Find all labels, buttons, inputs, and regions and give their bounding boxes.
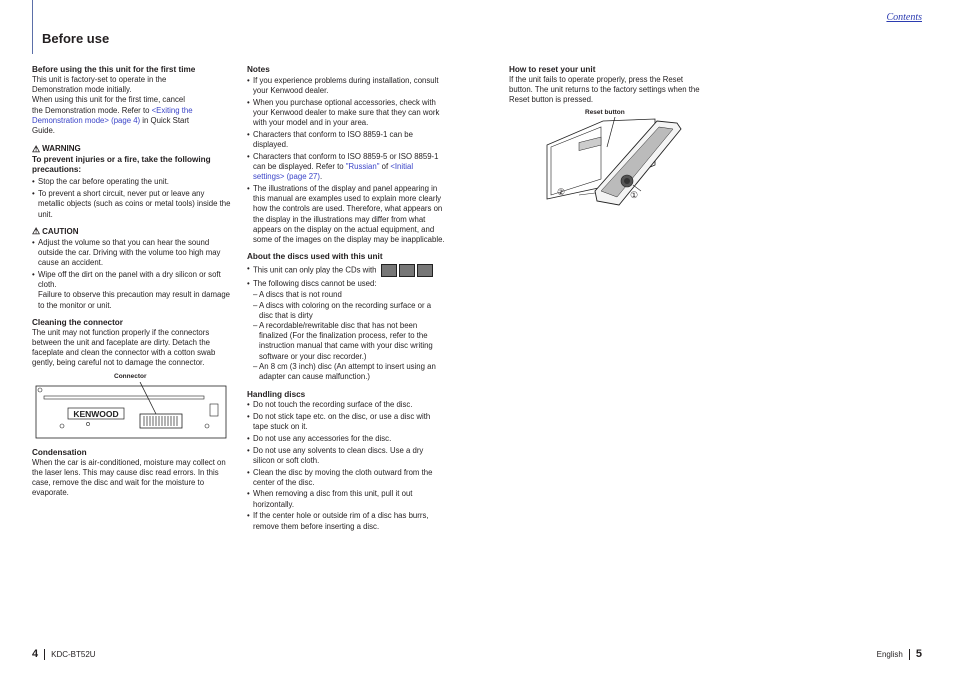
footer-divider bbox=[44, 649, 45, 660]
list-item: • Adjust the volume so that you can hear the sound outside the car. Driving with the volume too high may cause an accident. bbox=[32, 238, 232, 269]
list-item: • When you purchase optional accessories, check with your Kenwood dealer to make sure that they can work with your model and in your area. bbox=[247, 98, 445, 129]
list-item: • Do not use any accessories for the disc. bbox=[247, 434, 445, 444]
list-item: • Wipe off the dirt on the panel with a dry silicon or soft cloth. Failure to observe this precaution may result in damage to the monitor or unit. bbox=[32, 270, 232, 311]
cleaning-body: The unit may not function properly if the connectors between the unit and faceplate are dirty. Detach the faceplate and clean the connector with a cotton swab gently, being careful not to damage the connector. bbox=[32, 327, 216, 368]
footer-right bbox=[877, 648, 922, 660]
callout-1: ① bbox=[630, 189, 639, 200]
contents-link[interactable]: Contents bbox=[886, 12, 922, 23]
list-item: • Do not use any solvents to clean discs. Use a dry silicon or soft cloth. bbox=[247, 446, 445, 466]
footer-divider bbox=[909, 649, 910, 660]
connector-figure bbox=[32, 372, 232, 444]
notes-list bbox=[247, 76, 445, 245]
initial-settings-link[interactable]: <Initial settings> (page 27) bbox=[253, 162, 414, 182]
callout-2: ② bbox=[557, 186, 566, 197]
list-item: • Stop the car before operating the unit. bbox=[32, 177, 232, 187]
column-middle bbox=[247, 65, 445, 533]
russian-link[interactable]: "Russian" bbox=[345, 162, 380, 172]
warning-icon: ⚠ bbox=[32, 143, 41, 154]
first-time-heading: Before using the this unit for the first time bbox=[32, 65, 196, 74]
discs-list bbox=[247, 264, 445, 382]
list-item: • The illustrations of the display and panel appearing in this manual are examples used to explain more clearly how the controls are used. Therefore, what appears on the display in the illustrations may differ from what appears on the display on the actual equipment, and some of the images on the display may be inapplicable. bbox=[247, 184, 445, 245]
header-rule bbox=[32, 0, 33, 54]
sub-list-item: – A discs with coloring on the recording surface or a disc that is dirty bbox=[247, 301, 445, 321]
column-left bbox=[32, 65, 232, 498]
cd-logo-icon bbox=[381, 264, 397, 277]
footer-left bbox=[32, 648, 96, 660]
list-item: • Clean the disc by moving the cloth outward from the center of the disc. bbox=[247, 468, 445, 488]
page-number-left: 4 bbox=[32, 648, 39, 660]
warning-list bbox=[32, 177, 232, 219]
cd-rw-logo-icon bbox=[417, 264, 433, 277]
caution-icon: ⚠ bbox=[32, 226, 41, 237]
list-item: • To prevent a short circuit, never put or leave any metallic objects (such as coins or metal tools) inside the unit. bbox=[32, 189, 232, 220]
list-item: • Do not touch the recording surface of the disc. bbox=[247, 400, 445, 410]
caution-list bbox=[32, 238, 232, 311]
list-item: • Characters that conform to ISO 8859-1 can be displayed. bbox=[247, 130, 445, 150]
connector-label: Connector bbox=[114, 372, 147, 380]
reset-figure bbox=[509, 108, 705, 208]
model-name: KDC-BT52U bbox=[51, 650, 96, 659]
sub-list-item: – A recordable/rewritable disc that has not been finalized (For the finalization process, refer to the instruction manual that came with your disc writing software or your disc recorder.) bbox=[247, 321, 445, 362]
handling-heading: Handling discs bbox=[247, 390, 306, 400]
sub-list-item: – A discs that is not round bbox=[247, 290, 445, 300]
discs-heading: About the discs used with this unit bbox=[247, 252, 383, 262]
cd-r-logo-icon bbox=[399, 264, 415, 277]
reset-heading: How to reset your unit bbox=[509, 65, 596, 74]
faceplate-illustration bbox=[32, 382, 232, 444]
page-title: Before use bbox=[42, 31, 110, 46]
demo-mode-link[interactable]: <Exiting the bbox=[151, 105, 193, 115]
first-time-body: This unit is factory-set to operate in the Demonstration mode initially. When using this unit for the first time, cancel the Demonstration mode. Refer to <Exiting the Demonstration mode> (page 4) in Quick Start Guide. bbox=[32, 75, 193, 136]
caution-label: ⚠ CAUTION bbox=[32, 226, 79, 237]
reset-button-label: Reset button bbox=[585, 108, 625, 116]
page-number-right: 5 bbox=[915, 648, 922, 660]
condensation-heading: Condensation bbox=[32, 447, 87, 457]
column-right bbox=[509, 65, 705, 208]
cleaning-heading: Cleaning the connector bbox=[32, 317, 123, 327]
demo-mode-link-cont[interactable]: Demonstration mode> (page 4) bbox=[32, 115, 141, 125]
warning-heading: To prevent injuries or a fire, take the following precautions: bbox=[32, 155, 211, 175]
notes-heading: Notes bbox=[247, 65, 270, 74]
kenwood-logo: KENWOOD bbox=[73, 408, 119, 419]
list-item: • Do not stick tape etc. on the disc, or use a disc with tape stuck on it. bbox=[247, 412, 445, 432]
list-item: • The following discs cannot be used: bbox=[247, 279, 445, 289]
unit-illustration bbox=[545, 117, 685, 207]
list-item: • Characters that conform to ISO 8859-5 or ISO 8859-1 can be displayed. Refer to "Russian" of <Initial settings> (page 27). bbox=[247, 152, 445, 183]
handling-list bbox=[247, 400, 445, 531]
list-item: • If the center hole or outside rim of a disc has burrs, remove them before inserting a disc. bbox=[247, 511, 445, 531]
reset-body: If the unit fails to operate properly, press the Reset button. The unit returns to the factory settings when the Reset button is pressed. bbox=[509, 75, 700, 105]
list-item: • When removing a disc from this unit, pull it out horizontally. bbox=[247, 489, 445, 509]
condensation-body: When the car is air-conditioned, moisture may collect on the laser lens. This may cause disc read errors. In this case, remove the disc and wait for the moisture to evaporate. bbox=[32, 457, 226, 498]
list-item: • This unit can only play the CDs with bbox=[247, 264, 445, 277]
sub-list-item: – An 8 cm (3 inch) disc (An attempt to insert using an adapter can cause malfunction.) bbox=[247, 362, 445, 382]
warning-label: ⚠ WARNING bbox=[32, 143, 81, 154]
list-item: • If you experience problems during installation, consult your Kenwood dealer. bbox=[247, 76, 445, 96]
language-label: English bbox=[876, 650, 903, 659]
